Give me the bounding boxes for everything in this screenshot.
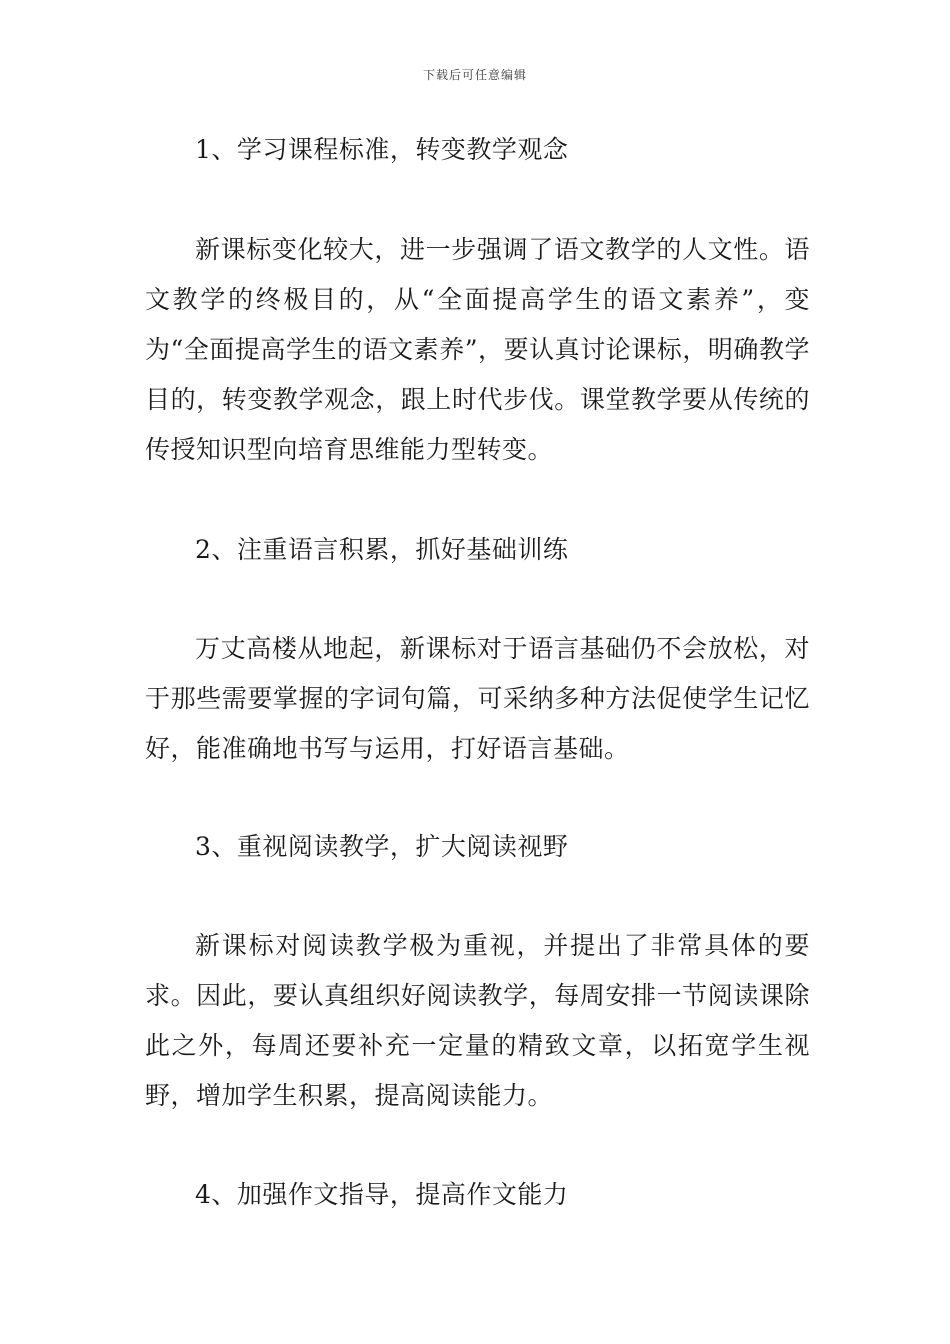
section-1-heading: 1、学习课程标准，转变教学观念 xyxy=(195,135,569,164)
section-1-paragraph: 新课标变化较大，进一步强调了语文教学的人文性。语文教学的终极目的，从“全面提高学生的语文素养”，变为“全面提高学生的语文素养”，要认真讨论课标，明确教学目的，转变教学观念，跟上时代步伐。课堂教学要从传统的传授知识型向培育思维能力型转变。 xyxy=(145,235,810,464)
section-4-heading: 4、加强作文指导，提高作文能力 xyxy=(195,1180,569,1209)
section-3-paragraph: 新课标对阅读教学极为重视，并提出了非常具体的要求。因此，要认真组织好阅读教学，每周安排一节阅读课除此之外，每周还要补充一定量的精致文章，以拓宽学生视野，增加学生积累，提高阅读能力。 xyxy=(145,931,810,1110)
section-2-heading: 2、注重语言积累，抓好基础训练 xyxy=(195,535,569,564)
section-2-paragraph: 万丈高楼从地起，新课标对于语言基础仍不会放松，对于那些需要掌握的字词句篇，可采纳多种方法促使学生记忆好，能准确地书写与运用，打好语言基础。 xyxy=(145,634,810,763)
header-note: 下载后可任意编辑 xyxy=(422,68,527,82)
section-3-heading: 3、重视阅读教学，扩大阅读视野 xyxy=(195,832,569,861)
